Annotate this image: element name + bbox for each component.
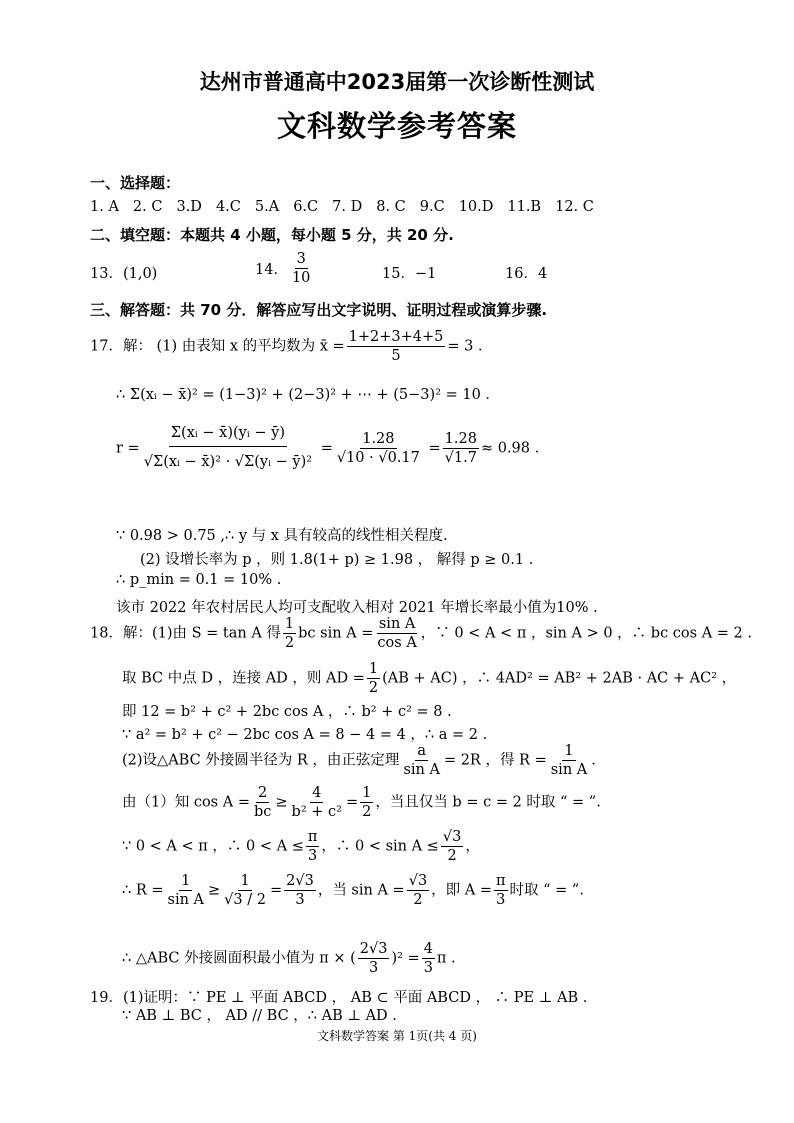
fraction-denominator: √10 · √0.17 (336, 450, 420, 466)
fraction-numerator: 1 (368, 661, 379, 677)
q18-text: ∵ 0 < A < π ，∴ 0 < A ≤ (122, 838, 304, 855)
section-heading-fill: 二、填空题：本题共 4 小题，每小题 5 分，共 20 分. (90, 226, 454, 244)
fraction-numerator: π (307, 829, 318, 845)
answer-15: 15．−1 (382, 266, 437, 282)
q17-line7: 该市 2022 年农村居民人均可支配收入相对 2021 年增长率最小值为10% . (116, 600, 598, 616)
answer-13: 13．(1,0) (90, 266, 158, 282)
q18-text: (2)设△ABC 外接圆半径为 R ，由正弦定理 (122, 752, 400, 769)
q18-text: ， (465, 838, 480, 855)
answer-item: 6.C (293, 199, 319, 215)
fraction-numerator: 1+2+3+4+5 (348, 329, 444, 345)
q18-text: )² = (391, 950, 420, 967)
q17-text: = 3 ． (447, 338, 493, 355)
q18-text: ，∴ 0 < sin A ≤ (321, 838, 439, 855)
answer-item: 4.C (215, 199, 241, 215)
fraction-denominator: bc (253, 804, 272, 820)
answer-item: 3.D (176, 199, 202, 215)
q18-line7 (122, 828, 480, 865)
fraction-denominator: sin A (403, 762, 440, 778)
q18-line1 (90, 615, 752, 652)
q17-line2: ∴ Σ(xᵢ − x̄)² = (1−3)² + (2−3)² + ⋯ + (5−3)² = 10 ． (116, 387, 500, 403)
q18-text: ，即 A = (431, 882, 493, 899)
fraction-numerator: 2 (258, 785, 268, 801)
fraction-denominator: cos A (377, 635, 417, 651)
answer-item: 2. C (132, 199, 163, 215)
q18-text: = (269, 882, 283, 899)
q18-text: ，∵ 0 < A < π ，sin A > 0 ，∴ bc cos A = 2 . (420, 625, 752, 642)
q18-text: (AB + AC) ，∴ 4AD² = AB² + 2AB · AC + AC² ， (382, 670, 737, 687)
fraction-numerator: 4 (423, 941, 433, 957)
q18-text: bc sin A = (298, 625, 374, 642)
q17-line4: ∵ 0.98 > 0.75 ,∴ y 与 x 具有较高的线性相关程度. (116, 528, 448, 544)
q18-text: = 2R ，得 R = (443, 752, 547, 769)
q18-text: 18．解：(1)由 S = tan A 得 (90, 625, 281, 642)
answer-14-num: 3 (296, 251, 306, 267)
answer-item: 7. D (332, 199, 363, 215)
q18-line3: 即 12 = b² + c² + 2bc cos A ，∴ b² + c² = 8 . (122, 704, 452, 720)
fraction-numerator: √3 (442, 829, 462, 845)
q19-line1: 19．(1)证明：∵ PE ⊥ 平面 ABCD ， AB ⊂ 平面 ABCD ， ∴ PE ⊥ AB . (90, 990, 588, 1006)
fraction-numerator: π (496, 873, 506, 889)
fraction-denominator: b² + c² (291, 804, 342, 820)
fraction-numerator: a (417, 743, 427, 759)
answer-14 (255, 250, 314, 287)
q17-line1 (90, 328, 492, 365)
q18-text: ∴ R = (122, 882, 164, 899)
fraction-numerator: 1.28 (444, 431, 477, 447)
fraction-numerator: 1 (564, 743, 574, 759)
q18-text: 取 BC 中点 D ，连接 AD ，则 AD = (122, 670, 365, 687)
fraction-denominator: √Σ(xᵢ − x̄)² · √Σ(yᵢ − ȳ)² (143, 454, 313, 470)
q17-text: r = (116, 440, 140, 457)
q18-text: ，当 sin A = (317, 882, 405, 899)
fraction-denominator: 2 (413, 892, 423, 908)
q17-line6: ∴ p_min = 0.1 = 10% . (116, 572, 282, 588)
q17-text: ≈ 0.98 . (480, 440, 540, 457)
q18-text: π . (436, 950, 456, 967)
fraction-denominator: sin A (550, 762, 588, 778)
q18-line6 (122, 784, 601, 821)
fraction-denominator: √1.7 (444, 450, 477, 466)
q18-line8 (122, 872, 584, 909)
fraction-numerator: 1 (362, 785, 372, 801)
fraction-denominator: 3 (496, 892, 506, 908)
fraction-denominator: 2 (447, 848, 457, 864)
fraction-numerator: 2√3 (286, 873, 314, 889)
fraction-numerator: √3 (408, 873, 428, 889)
fraction-numerator: 1 (181, 873, 191, 889)
fraction-denominator: 2 (368, 680, 379, 696)
q18-line9 (122, 940, 456, 977)
q18-text: ≥ (275, 794, 288, 811)
answer-14-den: 10 (291, 270, 311, 286)
fraction-denominator: 2 (284, 635, 295, 651)
q18-text: . (591, 752, 596, 769)
q18-line4: ∵ a² = b² + c² − 2bc cos A = 8 − 4 = 4 ，∴ a = 2 . (122, 727, 488, 743)
q18-text: ∴ △ABC 外接圆面积最小值为 π × ( (122, 950, 356, 967)
fraction-numerator: 1 (240, 873, 250, 889)
q19-line2: ∵ AB ⊥ BC ， AD // BC ，∴ AB ⊥ AD . (122, 1008, 397, 1024)
answer-item: 5.A (254, 199, 280, 215)
q18-text: 由（1）知 cos A = (122, 794, 250, 811)
fraction-numerator: 2√3 (359, 941, 388, 957)
fraction-denominator: √3 / 2 (224, 892, 266, 908)
fraction-numerator: Σ(xᵢ − x̄)(yᵢ − ȳ) (169, 420, 287, 447)
fraction-denominator: 3 (307, 848, 318, 864)
answer-16: 16．4 (505, 266, 548, 282)
fraction-numerator: 4 (312, 785, 322, 801)
answer-item: 12. C (555, 199, 594, 215)
fraction-numerator: sin A (378, 616, 416, 632)
q17-line5: (2) 设增长率为 p ，则 1.8(1+ p) ≥ 1.98 ， 解得 p ≥ 0.1 . (140, 552, 534, 568)
answer-14-label: 14． (255, 262, 288, 278)
q18-text: 时取 “ = ”. (509, 882, 584, 899)
fraction-denominator: 5 (391, 348, 401, 364)
fraction-denominator: 2 (362, 804, 372, 820)
section-heading-solve: 三、解答题：共 70 分．解答应写出文字说明、证明过程或演算步骤. (90, 301, 548, 319)
fraction-denominator: sin A (167, 892, 205, 908)
page-footer: 文科数学答案 第 1页(共 4 页) (317, 1029, 477, 1043)
q18-line2 (122, 660, 736, 697)
q18-text: ≥ (208, 882, 221, 899)
q17-text: 17．解： (1) 由表知 x 的平均数为 x̄ = (90, 338, 345, 355)
answer-item: 10.D (458, 199, 494, 215)
page-subtitle: 文科数学参考答案 (276, 109, 517, 143)
q18-text: ，当且仅当 b = c = 2 时取 “ = ”. (375, 794, 601, 811)
q18-line5 (122, 742, 596, 779)
fraction-numerator: 1.28 (362, 431, 395, 447)
fraction-numerator: 1 (284, 616, 295, 632)
q17-line3: r = $\frac{\text{Σ(xᵢ − x̄)(yᵢ − ȳ)}}{\text{√Σ(xᵢ − x̄)² · √Σ(yᵢ − ȳ)²}}$ = $\frac{1.28}{√10 \cdot √0.17}$ = $\frac{1.28}{√1.7}$ ≈ 0.98 . (116, 420, 539, 477)
fraction-denominator: 3 (368, 960, 379, 976)
fraction-denominator: 3 (295, 892, 305, 908)
answer-item: 1. A (90, 199, 119, 215)
section-heading-choice: 一、选择题： (90, 174, 181, 192)
q18-text: = (345, 794, 359, 811)
answer-item: 9.C (419, 199, 445, 215)
choice-answers (90, 199, 608, 215)
answer-item: 11.B (507, 199, 542, 215)
fraction-denominator: 3 (423, 960, 433, 976)
answer-item: 8. C (376, 199, 406, 215)
page-title: 达州市普通高中2023届第一次诊断性测试 (199, 70, 595, 94)
